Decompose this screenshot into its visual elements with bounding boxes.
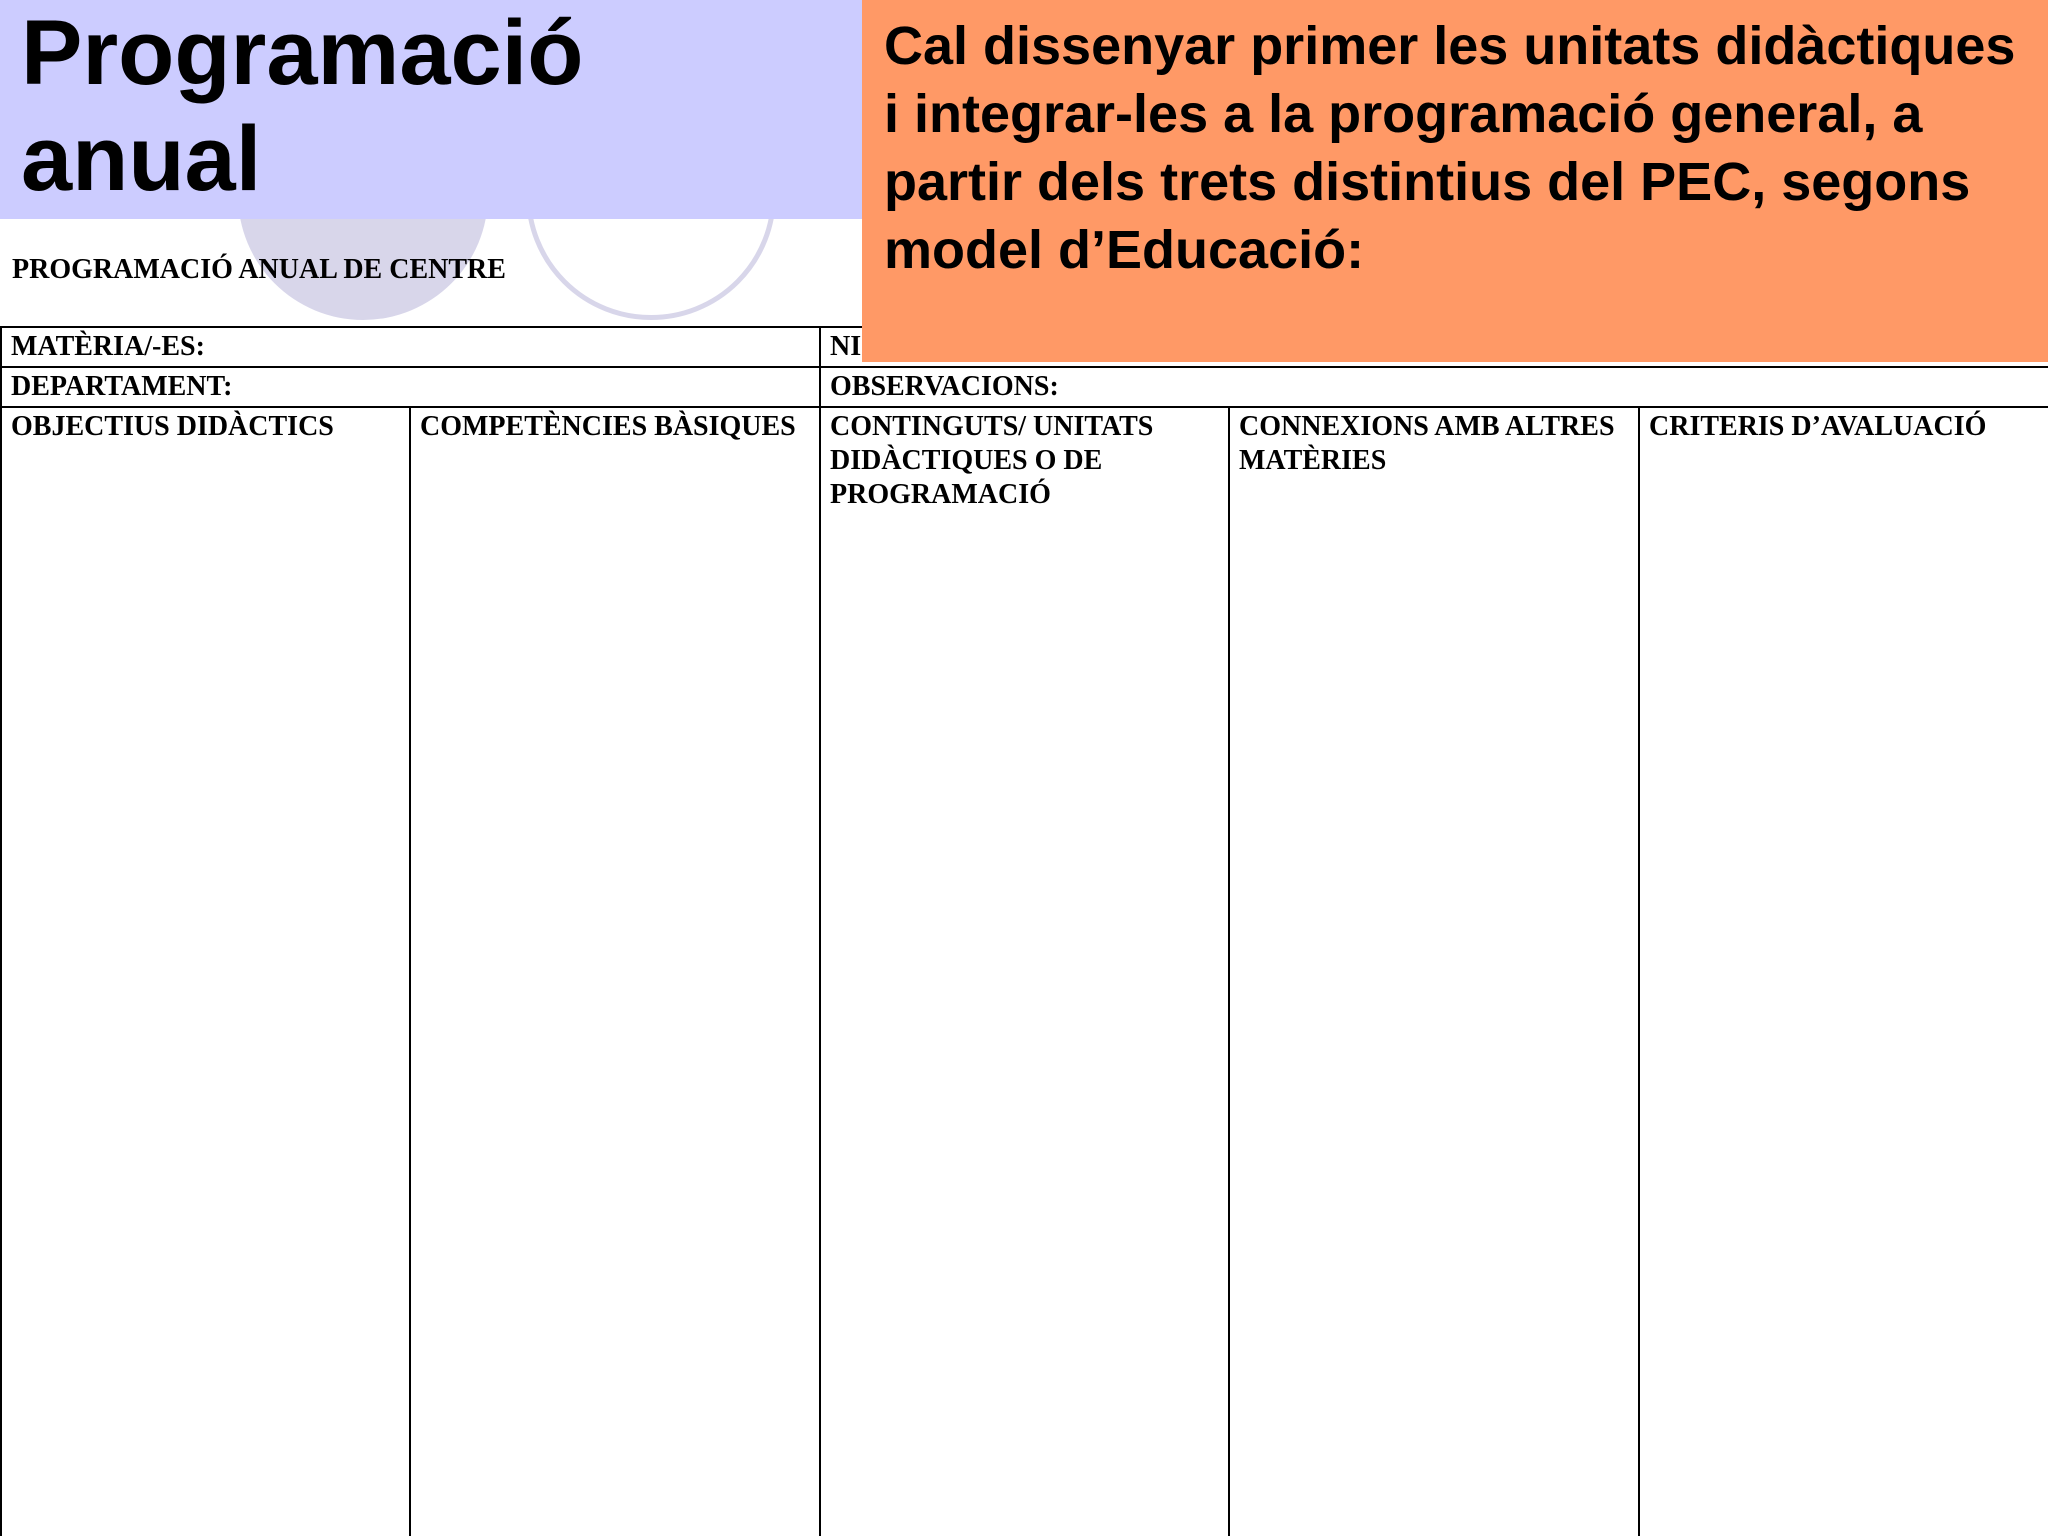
column-criteria: CRITERIS D’AVALUACIÓ bbox=[1639, 407, 2048, 1536]
document-heading: PROGRAMACIÓ ANUAL DE CENTRE bbox=[12, 254, 506, 285]
department-row bbox=[1, 367, 2048, 407]
title-box bbox=[0, 0, 862, 219]
programming-form-table bbox=[0, 326, 2048, 1536]
column-competences: COMPETÈNCIES BÀSIQUES bbox=[410, 407, 820, 1536]
subject-field-label: MATÈRIA/-ES: bbox=[1, 327, 820, 367]
callout-box bbox=[862, 0, 2048, 362]
columns-row bbox=[1, 407, 2048, 1536]
department-field-label: DEPARTAMENT: bbox=[1, 367, 820, 407]
column-objectives: OBJECTIUS DIDÀCTICS bbox=[1, 407, 410, 1536]
column-connections: CONNEXIONS AMB ALTRES MATÈRIES bbox=[1229, 407, 1639, 1536]
callout-text: Cal dissenyar primer les unitats didàctiques i integrar-les a la programació general, a partir dels trets distintius del PEC, segons model d’Educació: bbox=[884, 16, 2016, 280]
slide-title: Programació anual bbox=[21, 2, 584, 210]
level-field-label: NI bbox=[820, 327, 2048, 367]
observations-field-label: OBSERVACIONS: bbox=[820, 367, 2048, 407]
column-contents: CONTINGUTS/ UNITATS DIDÀCTIQUES O DE PROGRAMACIÓ bbox=[820, 407, 1229, 1536]
